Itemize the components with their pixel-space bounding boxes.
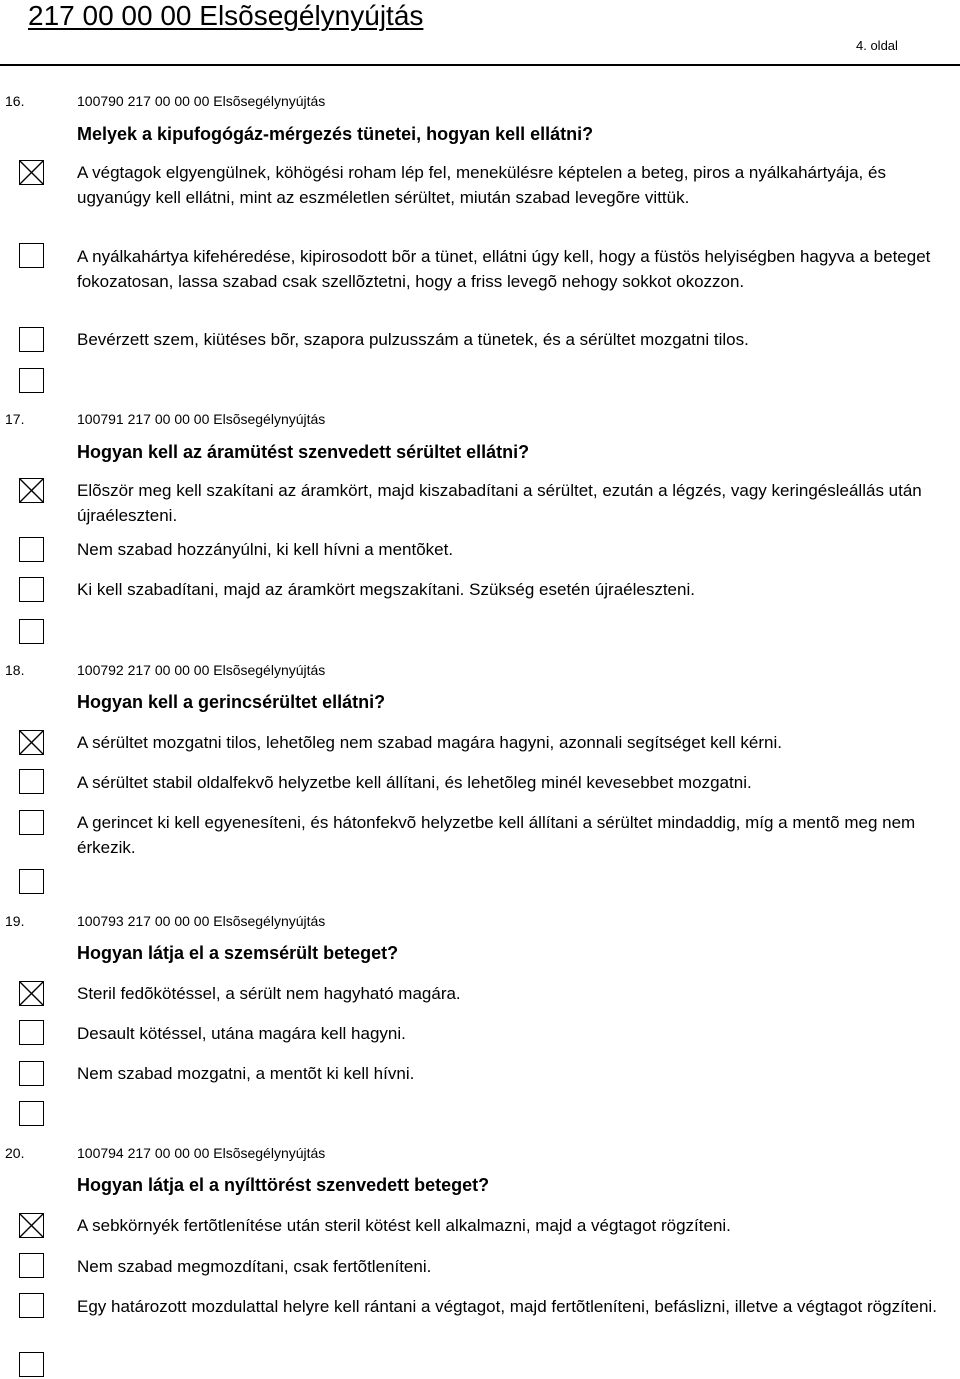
answer-text: A sérültet stabil oldalfekvõ helyzetbe kell állítani, és lehetõleg minél kevesebbet mozgatni. — [77, 773, 752, 792]
answer-text: Nem szabad megmozdítani, csak fertõtleníteni. — [77, 1257, 432, 1276]
answer-checkbox[interactable] — [19, 1061, 44, 1086]
answer-text: A nyálkahártya kifehéredése, kipirosodott bõr a tünet, ellátni úgy kell, hogy a füstös helyiségben hagyva a beteget fokozatosan, lassa szabad csak szellõztetni, hogy a friss levegõ nehogy sokkot okozzon. — [77, 247, 931, 291]
answer-text: A sérültet mozgatni tilos, lehetõleg nem szabad magára hagyni, azonnali segítséget kell kérni. — [77, 733, 782, 752]
answer-text: Ki kell szabadítani, majd az áramkört megszakítani. Szükség esetén újraéleszteni. — [77, 580, 695, 599]
question-number: 19. — [5, 913, 25, 929]
page-number: 4. oldal — [856, 38, 898, 53]
answer-checkbox[interactable] — [19, 577, 44, 602]
answer-text: A sebkörnyék fertõtlenítése után steril kötést kell alkalmazni, majd a végtagot rögzíteni. — [77, 1216, 731, 1235]
answer-checkbox[interactable] — [19, 810, 44, 835]
answer-checkbox[interactable] — [19, 243, 44, 268]
answer-text: Desault kötéssel, utána magára kell hagyni. — [77, 1024, 406, 1043]
question-id: 100790 217 00 00 00 Elsõsegélynyújtás — [77, 93, 326, 109]
answer-text: A végtagok elgyengülnek, köhögési roham lép fel, menekülésre képtelen a beteg, piros a nyálkahártyája, és ugyanúgy kell ellátni, mint az eszméletlen sérültet, miután szabad levegõre vittük. — [77, 163, 886, 207]
question-number: 20. — [5, 1145, 25, 1161]
answer-checkbox[interactable] — [19, 1020, 44, 1045]
question-number: 17. — [5, 411, 25, 427]
question-number: 16. — [5, 93, 25, 109]
answer-checkbox[interactable] — [19, 537, 44, 562]
check-cross-icon — [20, 479, 43, 502]
question-id: 100792 217 00 00 00 Elsõsegélynyújtás — [77, 662, 326, 678]
check-cross-icon — [20, 982, 43, 1005]
answer-checkbox-checked[interactable] — [19, 981, 44, 1006]
page-title: 217 00 00 00 Elsõsegélynyújtás — [28, 0, 424, 31]
question-id: 100793 217 00 00 00 Elsõsegélynyújtás — [77, 913, 326, 929]
question-id: 100794 217 00 00 00 Elsõsegélynyújtás — [77, 1145, 326, 1161]
answer-checkbox[interactable] — [19, 869, 44, 894]
question-text: Hogyan kell az áramütést szenvedett sérültet ellátni? — [77, 442, 530, 462]
answer-text: Bevérzett szem, kiütéses bõr, szapora pulzusszám a tünetek, és a sérültet mozgatni tilos. — [77, 330, 749, 349]
question-text: Hogyan látja el a nyílttörést szenvedett beteget? — [77, 1175, 490, 1195]
check-cross-icon — [20, 161, 43, 184]
check-cross-icon — [20, 1214, 43, 1237]
question-id: 100791 217 00 00 00 Elsõsegélynyújtás — [77, 411, 326, 427]
answer-checkbox[interactable] — [19, 1101, 44, 1126]
answer-text: Nem szabad mozgatni, a mentõt ki kell hívni. — [77, 1064, 415, 1083]
question-text: Hogyan kell a gerincsérültet ellátni? — [77, 692, 386, 712]
answer-text: A gerincet ki kell egyenesíteni, és hátonfekvõ helyzetbe kell állítani a sérültet mindaddig, míg a mentõ meg nem érkezik. — [77, 813, 916, 857]
answer-checkbox-checked[interactable] — [19, 730, 44, 755]
answer-checkbox-checked[interactable] — [19, 1213, 44, 1238]
answer-checkbox[interactable] — [19, 769, 44, 794]
question-number: 18. — [5, 662, 25, 678]
answer-text: Egy határozott mozdulattal helyre kell rántani a végtagot, majd fertõtleníteni, befáslizni, illetve a végtagot rögzíteni. — [77, 1297, 937, 1316]
answer-checkbox-checked[interactable] — [19, 160, 44, 185]
answer-text: Nem szabad hozzányúlni, ki kell hívni a mentõket. — [77, 540, 454, 559]
answer-checkbox[interactable] — [19, 327, 44, 352]
answer-checkbox[interactable] — [19, 1293, 44, 1318]
answer-checkbox-checked[interactable] — [19, 478, 44, 503]
header-divider — [0, 64, 960, 66]
question-text: Hogyan látja el a szemsérült beteget? — [77, 943, 399, 963]
answer-checkbox[interactable] — [19, 368, 44, 393]
question-text: Melyek a kipufogógáz-mérgezés tünetei, hogyan kell ellátni? — [77, 124, 594, 144]
answer-text: Steril fedõkötéssel, a sérült nem hagyható magára. — [77, 984, 461, 1003]
answer-text: Elõször meg kell szakítani az áramkört, majd kiszabadítani a sérültet, ezután a légzés, vagy keringésleállás után újraéleszteni. — [77, 481, 922, 525]
check-cross-icon — [20, 731, 43, 754]
answer-checkbox[interactable] — [19, 1352, 44, 1377]
answer-checkbox[interactable] — [19, 1253, 44, 1278]
answer-checkbox[interactable] — [19, 619, 44, 644]
